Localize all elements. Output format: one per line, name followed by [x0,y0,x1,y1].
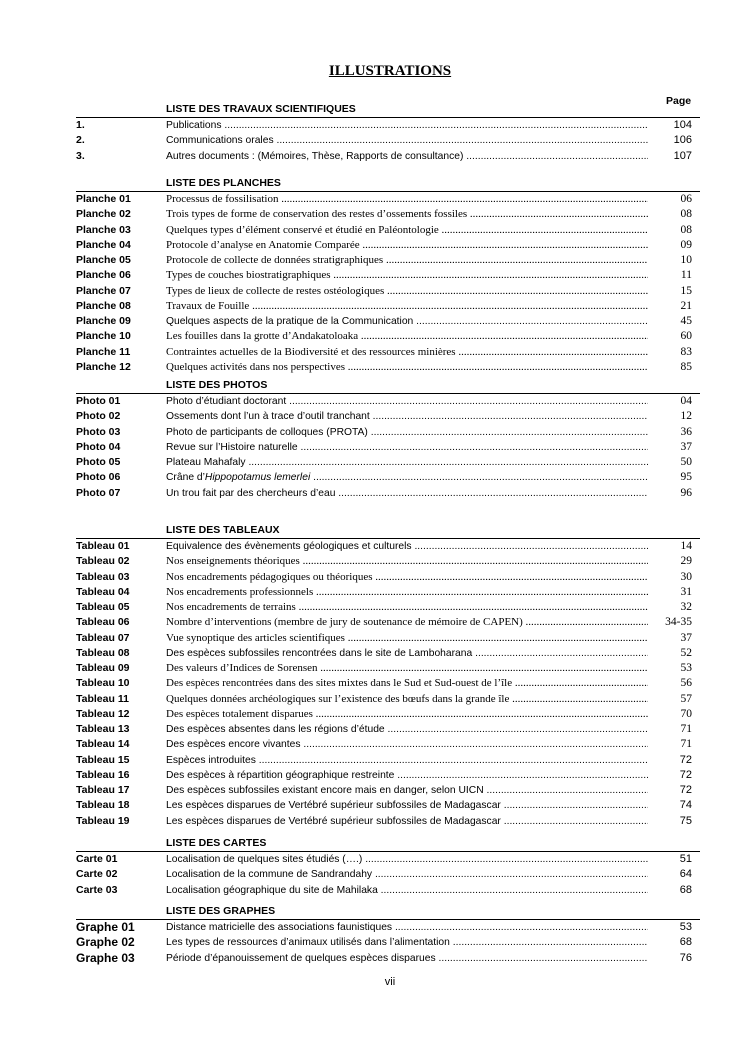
item-title-text: Autres documents : (Mémoires, Thèse, Rapports de consultance) [166,150,464,162]
item-page-number: 31 [680,585,692,598]
item-title-text: Ossements dont l’un à trace d’outil tranchant [166,411,370,423]
item-title-text: Nombre d’interventions (membre de jury de soutenance de mémoire de CAPEN) [166,616,523,629]
item-label: 3. [76,149,85,162]
list-item [76,600,700,615]
list-item [76,585,700,600]
section-heading-text: LISTE DES CARTES [166,837,267,849]
item-label: Tableau 09 [76,662,130,674]
item-label: Planche 03 [76,223,131,236]
list-item [76,539,700,554]
item-page-number: 37 [680,631,692,644]
item-page-number: 50 [680,456,692,468]
item-page-number: 64 [679,868,692,881]
item-label: Graphe 02 [76,935,135,950]
item-title [166,238,648,253]
item-title-text: Localisation de quelques sites étudiés (….) [166,854,363,865]
item-title-text: Contraintes actuelles de la Biodiversité et des ressources minières [166,345,456,358]
item-title [166,951,648,966]
item-label: Photo 01 [76,395,121,407]
item-title [166,253,648,268]
list-item [76,814,700,829]
list-item [76,394,700,409]
item-label: 1. [76,119,85,131]
item-title [166,783,648,798]
section-heading [76,835,700,852]
item-title-text: Revue sur l’Histoire naturelle [166,441,298,453]
item-label: Photo 06 [76,471,121,484]
item-label: Carte 02 [76,868,118,881]
item-page-number: 12 [680,410,692,423]
list-item [76,920,700,935]
item-title [166,768,648,783]
item-title-text: Quelques aspects de la pratique de la Communication [166,316,414,327]
item-title-text: Photo d’étudiant doctorant [166,396,287,407]
item-title [166,486,648,501]
list-item [76,425,700,440]
page-column-header: Page [666,95,692,107]
item-title-text: Des espèces absentes dans les régions d’étude [166,724,385,735]
item-label: Planche 07 [76,284,131,297]
item-label: 2. [76,134,85,147]
item-label: Carte 03 [76,883,118,896]
item-page-number: 30 [680,570,692,583]
section-heading [76,175,700,192]
item-title-italic: Hippopotamus lemerlei [204,472,311,484]
item-label: Planche 06 [76,269,131,282]
item-title-text: Des espèces subfossiles existant encore mais en danger, selon UICN [166,785,484,796]
list-item [76,783,700,798]
item-page-number: 08 [680,208,692,221]
item-page-number: 96 [680,486,692,499]
item-label: Planche 09 [76,315,131,327]
item-title-text: Des espèces à répartition géographique restreinte [166,769,395,781]
list-item [76,615,700,630]
item-label: Tableau 05 [76,601,130,613]
item-title [166,133,648,148]
list-item [76,268,700,283]
item-label: Tableau 14 [76,738,130,751]
item-title [166,646,648,661]
item-title [166,440,648,455]
list-item [76,951,700,966]
list-item [76,676,700,691]
item-title [166,707,648,722]
list-item [76,554,700,569]
list-item [76,692,700,707]
item-title [166,470,648,485]
item-label: Planche 02 [76,208,131,221]
item-label: Planche 01 [76,193,131,205]
item-page-number: 11 [680,269,692,282]
item-title-text: Processus de fossilisation [166,193,279,205]
item-label: Tableau 19 [76,814,130,827]
item-label: Tableau 13 [76,723,130,735]
item-title [166,676,648,691]
page-number: vii [384,976,396,988]
item-label: Planche 11 [76,345,131,358]
item-page-number: 57 [680,692,692,705]
item-title [166,631,648,646]
item-page-number: 72 [679,784,692,796]
item-title-text: Photo de participants de colloques (PROTA) [166,426,368,438]
item-page-number: 32 [680,601,692,613]
list-item [76,223,700,238]
item-title [166,554,648,569]
section-heading-text: LISTE DES GRAPHES [166,905,276,917]
list-item [76,360,700,375]
item-title-text: Communications orales [166,135,274,147]
item-title [166,570,648,585]
item-page-number: 83 [680,345,692,358]
item-title [166,852,648,867]
list-item [76,329,700,344]
item-title-text: Trois types de forme de conservation des restes d’ossements fossiles [166,208,468,221]
item-title-text: Localisation géographique du site de Mahilaka [166,884,378,896]
item-page-number: 29 [680,555,692,568]
item-title [166,585,648,600]
item-title-text: Des valeurs d’Indices de Sorensen [166,662,318,674]
item-title [166,345,648,360]
item-title [166,920,648,935]
item-label: Tableau 12 [76,707,130,720]
item-page-number: 14 [680,540,692,552]
item-title-text: Les types de ressources d’animaux utilisés dans l’alimentation [166,937,450,949]
section-liste-des-photos [76,377,700,501]
item-page-number: 74 [679,799,692,812]
item-page-number: 70 [680,707,692,720]
item-page-number: 53 [679,921,692,933]
item-page-number: 04 [680,395,692,407]
item-label: Tableau 10 [76,677,130,690]
section-liste-des-cartes [76,835,700,898]
item-label: Tableau 18 [76,799,130,812]
section-heading-text: LISTE DES PLANCHES [166,177,281,189]
item-title-text: Plateau Mahafaly [166,457,246,468]
item-title [166,268,648,283]
section-heading [76,522,700,539]
item-page-number: 104 [673,119,692,131]
section-heading-text: LISTE DES TABLEAUX [166,524,280,536]
document-title: ILLUSTRATIONS [328,63,452,79]
item-title [166,661,648,676]
item-label: Planche 04 [76,238,131,251]
list-item [76,935,700,950]
item-label: Carte 01 [76,853,118,865]
item-title-text: Publications [166,120,222,131]
list-item [76,707,700,722]
item-page-number: 60 [680,330,692,343]
item-label: Tableau 16 [76,768,130,781]
item-page-number: 34-35 [665,616,692,629]
item-title [166,284,648,299]
item-title-text: Les espèces disparues de Vertébré supérieur subfossiles de Madagascar [166,815,501,827]
section-heading [76,377,700,394]
item-title-text: Quelques données archéologiques sur l’existence des bœufs dans la grande île [166,692,510,705]
item-page-number: 36 [680,425,692,438]
item-title [166,883,648,898]
item-title-text: Equivalence des évènements géologiques et culturels [166,541,412,552]
item-page-number: 71 [680,723,692,735]
item-page-number: 75 [679,814,692,827]
item-label: Photo 07 [76,486,121,499]
list-item [76,798,700,813]
item-page-number: 106 [673,134,692,147]
list-item [76,737,700,752]
list-item [76,753,700,768]
item-page-number: 21 [680,299,692,312]
item-title-text: Nos enseignements théoriques [166,555,300,568]
item-page-number: 68 [679,883,692,896]
item-page-number: 10 [680,254,692,266]
list-item [76,646,700,661]
item-title [166,299,648,314]
item-page-number: 71 [680,738,692,751]
section-liste-des-graphes [76,903,700,966]
item-label: Tableau 15 [76,753,130,766]
item-title [166,207,648,222]
item-title-text: Protocole de collecte de données stratigraphiques [166,254,384,266]
list-item [76,486,700,501]
item-title [166,425,648,440]
item-label: Planche 10 [76,330,131,343]
item-title [166,223,648,238]
item-title [166,149,648,164]
list-item [76,133,700,148]
list-item [76,867,700,882]
item-page-number: 85 [680,360,692,373]
item-page-number: 37 [680,440,692,453]
item-title-text: Nos encadrements de terrains [166,601,296,613]
item-title-text: Un trou fait par des chercheurs d’eau [166,487,336,499]
item-page-number: 53 [680,662,692,674]
list-item [76,284,700,299]
list-item [76,238,700,253]
item-page-number: 45 [680,315,692,327]
item-title-text: Des espèces encore vivantes [166,739,301,751]
item-title-text: Quelques activités dans nos perspectives [166,360,346,373]
item-title [166,329,648,344]
item-label: Tableau 06 [76,616,130,629]
list-item [76,207,700,222]
item-label: Tableau 11 [76,692,129,705]
item-label: Planche 05 [76,254,131,266]
section-heading [76,903,700,920]
item-title [166,867,648,882]
item-label: Planche 08 [76,299,131,312]
item-title [166,118,648,133]
item-title [166,539,648,554]
item-title-text: Vue synoptique des articles scientifiques [166,631,345,644]
section-liste-des-planches [76,175,700,375]
item-page-number: 68 [679,936,692,949]
list-item [76,768,700,783]
list-item [76,345,700,360]
section-liste-des-travaux-scientifiques [76,101,700,164]
item-page-number: 09 [680,238,692,251]
item-title-text: Les fouilles dans la grotte d’Andakatoloaka [166,330,359,343]
item-label: Photo 05 [76,456,121,468]
item-title [166,722,648,737]
list-item [76,661,700,676]
item-label: Graphe 03 [76,950,135,965]
list-item [76,631,700,646]
item-title [166,935,648,950]
item-label: Tableau 02 [76,555,130,568]
item-page-number: 72 [679,753,692,766]
item-label: Photo 03 [76,425,121,438]
list-item [76,722,700,737]
item-label: Tableau 01 [76,540,130,552]
item-title-text: Espèces introduites [166,754,256,766]
item-title-text: Travaux de Fouille [166,299,250,312]
item-label: Tableau 08 [76,646,130,659]
item-title-text: Crâne d’ [166,472,205,484]
item-page-number: 08 [680,223,692,236]
item-label: Tableau 17 [76,784,130,796]
item-page-number: 107 [673,149,692,162]
list-item [76,149,700,164]
item-label: Tableau 03 [76,570,130,583]
item-title-text: Période d’épanouissement de quelques espèces disparues [166,952,436,964]
list-item [76,570,700,585]
item-label: Tableau 04 [76,585,130,598]
item-title [166,455,648,470]
list-item [76,852,700,867]
item-page-number: 72 [679,768,692,781]
item-title-text: Des espèces rencontrées dans des sites mixtes dans le Sud et Sud-ouest de l’île [166,677,513,690]
list-item [76,118,700,133]
list-item [76,470,700,485]
item-label: Photo 02 [76,410,121,423]
item-title [166,360,648,375]
item-title-text: Les espèces disparues de Vertébré supérieur subfossiles de Madagascar [166,800,501,812]
item-title [166,798,648,813]
list-item [76,455,700,470]
item-title [166,692,648,707]
item-title-text: Nos encadrements professionnels [166,585,314,598]
item-page-number: 06 [680,193,692,205]
list-item [76,314,700,329]
item-title-text: Nos encadrements pédagogiques ou théoriques [166,570,373,583]
item-title-text: Des espèces subfossiles rencontrées dans le site de Lamboharana [166,647,473,659]
list-item [76,192,700,207]
item-page-number: 52 [680,646,692,659]
item-title-text: Protocole d’analyse en Anatomie Comparée [166,238,360,251]
section-heading [76,101,700,118]
list-item [76,299,700,314]
item-title [166,737,648,752]
item-title [166,192,648,207]
item-title-text: Distance matricielle des associations faunistiques [166,922,393,933]
list-item [76,409,700,424]
list-item [76,253,700,268]
item-title [166,394,648,409]
item-title-text: Types de lieux de collecte de restes ostéologiques [166,284,385,297]
item-label: Planche 12 [76,360,131,373]
list-item [76,440,700,455]
item-page-number: 51 [679,853,692,865]
item-title [166,600,648,615]
item-label: Photo 04 [76,440,121,453]
item-title [166,753,648,768]
item-page-number: 56 [680,677,692,690]
section-heading-text: LISTE DES PHOTOS [166,379,268,391]
item-title-text: Localisation de la commune de Sandrandahy [166,869,373,881]
section-heading-text: LISTE DES TRAVAUX SCIENTIFIQUES [166,103,356,115]
item-title-text: Types de couches biostratigraphiques [166,269,331,282]
item-title [166,409,648,424]
item-label: Tableau 07 [76,631,130,644]
item-title-text: Des espèces totalement disparues [166,707,313,720]
item-title [166,314,648,329]
item-title [166,615,648,630]
item-title [166,814,648,829]
item-page-number: 15 [680,284,692,297]
item-page-number: 76 [679,951,692,964]
list-item [76,883,700,898]
item-page-number: 95 [680,471,692,484]
item-label: Graphe 01 [76,920,135,934]
item-title-text: Quelques types d’élément conservé et étudié en Paléontologie [166,223,439,236]
section-liste-des-tableaux [76,522,700,829]
